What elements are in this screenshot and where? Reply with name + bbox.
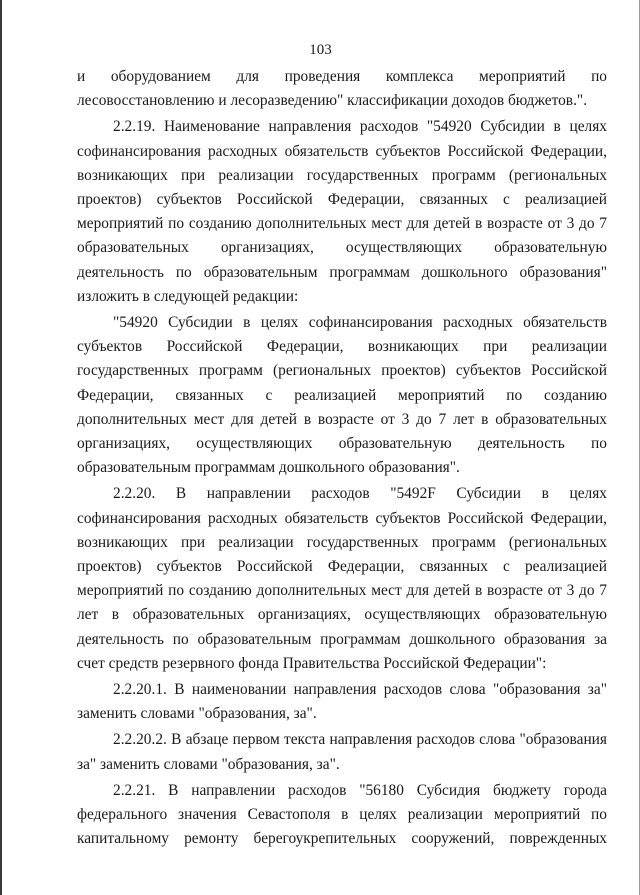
paragraph-2-2-20: 2.2.20. В направлении расходов "5492F Субсидии в целях софинансирования расходных обязательств субъектов Российской Федерации, возникающих при реализации государственных программ (региональных проектов) субъектов Российской Федерации, связанных с реализацией мероприятий по созданию дополнительных мест для детей в возрасте от 3 до 7 лет в образовательных организациях, осуществляющих образовательную деятельность по образовательным программам дошкольного образования за счет средств резервного фонда Правительства Российской Федерации":	[77, 485, 607, 672]
paragraph-continuation: и оборудованием для проведения комплекса мероприятий по лесовосстановлению и лесоразведению" классификации доходов бюджетов.".	[77, 68, 607, 110]
paragraph-2-2-20-1: 2.2.20.1. В наименовании направления расходов слова "образования за" заменить словами "образования, за".	[77, 681, 607, 723]
page-number: 103	[309, 42, 332, 58]
paragraph-2-2-21: 2.2.21. В направлении расходов "56180 Субсидия бюджету города федерального значения Севастополя в целях реализации мероприятий по капитальному ремонту берегоукрепительных сооружений, поврежденных	[77, 781, 607, 848]
text-body	[77, 65, 607, 852]
paragraph-2-2-19: 2.2.19. Наименование направления расходов "54920 Субсидии в целях софинансирования расходных обязательств субъектов Российской Федерации, возникающих при реализации государственных программ (региональных проектов) субъектов Российской Федерации, связанных с реализацией мероприятий по созданию дополнительных мест для детей в возрасте от 3 до 7 образовательных организациях, осуществляющих образовательную деятельность по образовательным программам дошкольного образования" изложить в следующей редакции:	[77, 118, 607, 305]
paragraph-new-wording: "54920 Субсидии в целях софинансирования расходных обязательств субъектов Российской Федерации, возникающих при реализации государственных программ (региональных проектов) субъектов Российской Федерации, связанных с реализацией мероприятий по созданию дополнительных мест для детей в возрасте от 3 до 7 лет в образовательных организациях, осуществляющих образовательную деятельность по образовательным программам дошкольного образования".	[77, 314, 607, 477]
paragraph-2-2-20-2: 2.2.20.2. В абзаце первом текста направления расходов слова "образования за" заменить словами "образования, за".	[77, 731, 607, 773]
